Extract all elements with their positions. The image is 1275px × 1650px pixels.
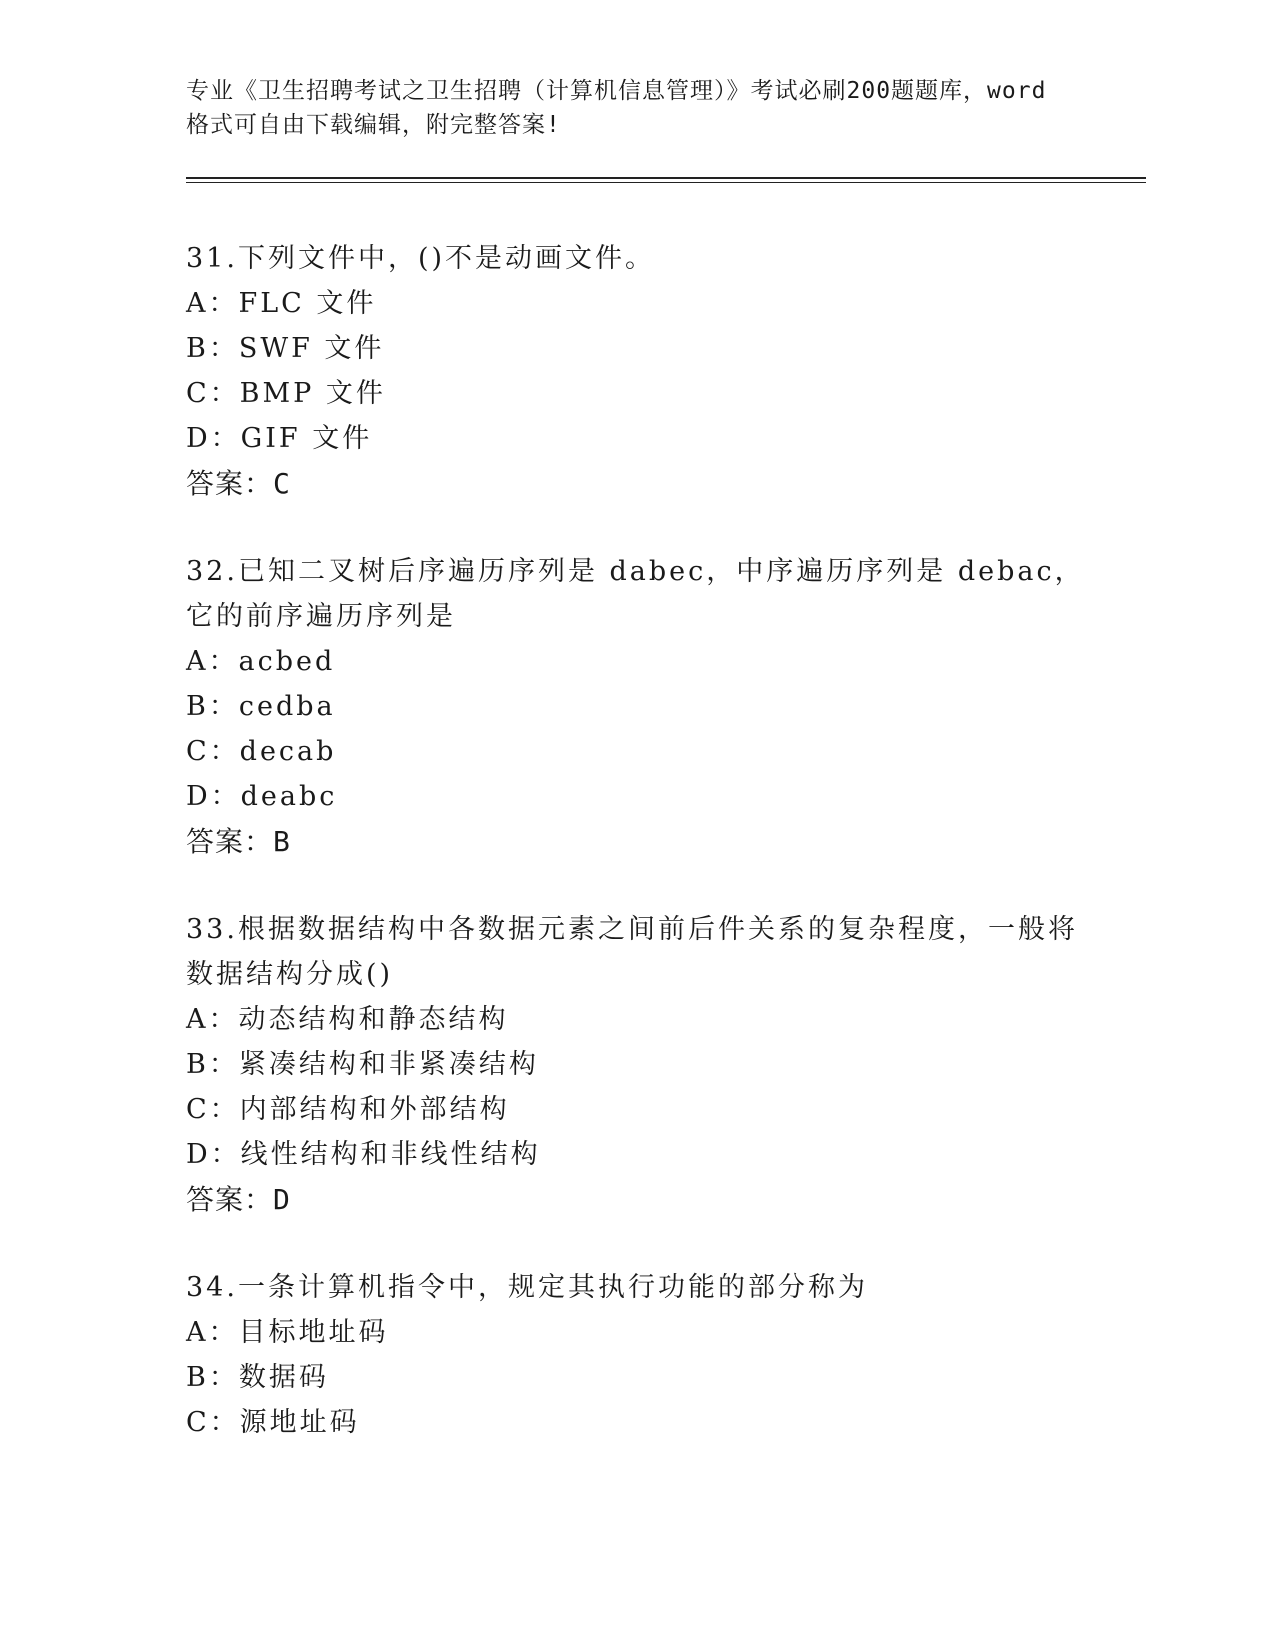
header-divider-thick <box>186 177 1146 179</box>
question-stem: 31.下列文件中，()不是动画文件。 <box>186 243 656 274</box>
option-b: B：紧凑结构和非紧凑结构 <box>186 1049 539 1080</box>
option-c: C：BMP 文件 <box>186 378 386 409</box>
option-a: A：acbed <box>186 646 336 677</box>
option-c: C：decab <box>186 736 337 767</box>
option-b: B：数据码 <box>186 1362 329 1393</box>
option-d: D：线性结构和非线性结构 <box>186 1139 541 1170</box>
question-stem: 33.根据数据结构中各数据元素之间前后件关系的复杂程度，一般将数据结构分成() <box>186 914 1078 990</box>
header-title-line-1: 专业《卫生招聘考试之卫生招聘（计算机信息管理）》考试必刷200题题库，word <box>186 78 1047 104</box>
question-31 <box>186 236 1086 506</box>
option-b: B：SWF 文件 <box>186 333 385 364</box>
option-d: D：GIF 文件 <box>186 423 373 454</box>
question-stem: 34.一条计算机指令中，规定其执行功能的部分称为 <box>186 1272 868 1303</box>
option-b: B：cedba <box>186 691 336 722</box>
option-a: A：目标地址码 <box>186 1317 389 1348</box>
option-c: C：内部结构和外部结构 <box>186 1094 510 1125</box>
header-title-line-2: 格式可自由下载编辑，附完整答案! <box>186 112 561 138</box>
option-a: A：FLC 文件 <box>186 288 377 319</box>
question-list <box>186 236 1086 1488</box>
document-header <box>186 74 1086 142</box>
question-33 <box>186 907 1086 1222</box>
answer-label: 答案：B <box>186 825 291 858</box>
option-c: C：源地址码 <box>186 1407 360 1438</box>
question-32 <box>186 549 1086 864</box>
option-a: A：动态结构和静态结构 <box>186 1004 509 1035</box>
question-34 <box>186 1265 1086 1445</box>
answer-label: 答案：C <box>186 467 291 500</box>
header-divider-thin <box>186 182 1146 183</box>
answer-label: 答案：D <box>186 1183 291 1216</box>
option-d: D：deabc <box>186 781 338 812</box>
question-stem: 32.已知二叉树后序遍历序列是 dabec，中序遍历序列是 debac，它的前序遍历序列是 <box>186 556 1085 632</box>
